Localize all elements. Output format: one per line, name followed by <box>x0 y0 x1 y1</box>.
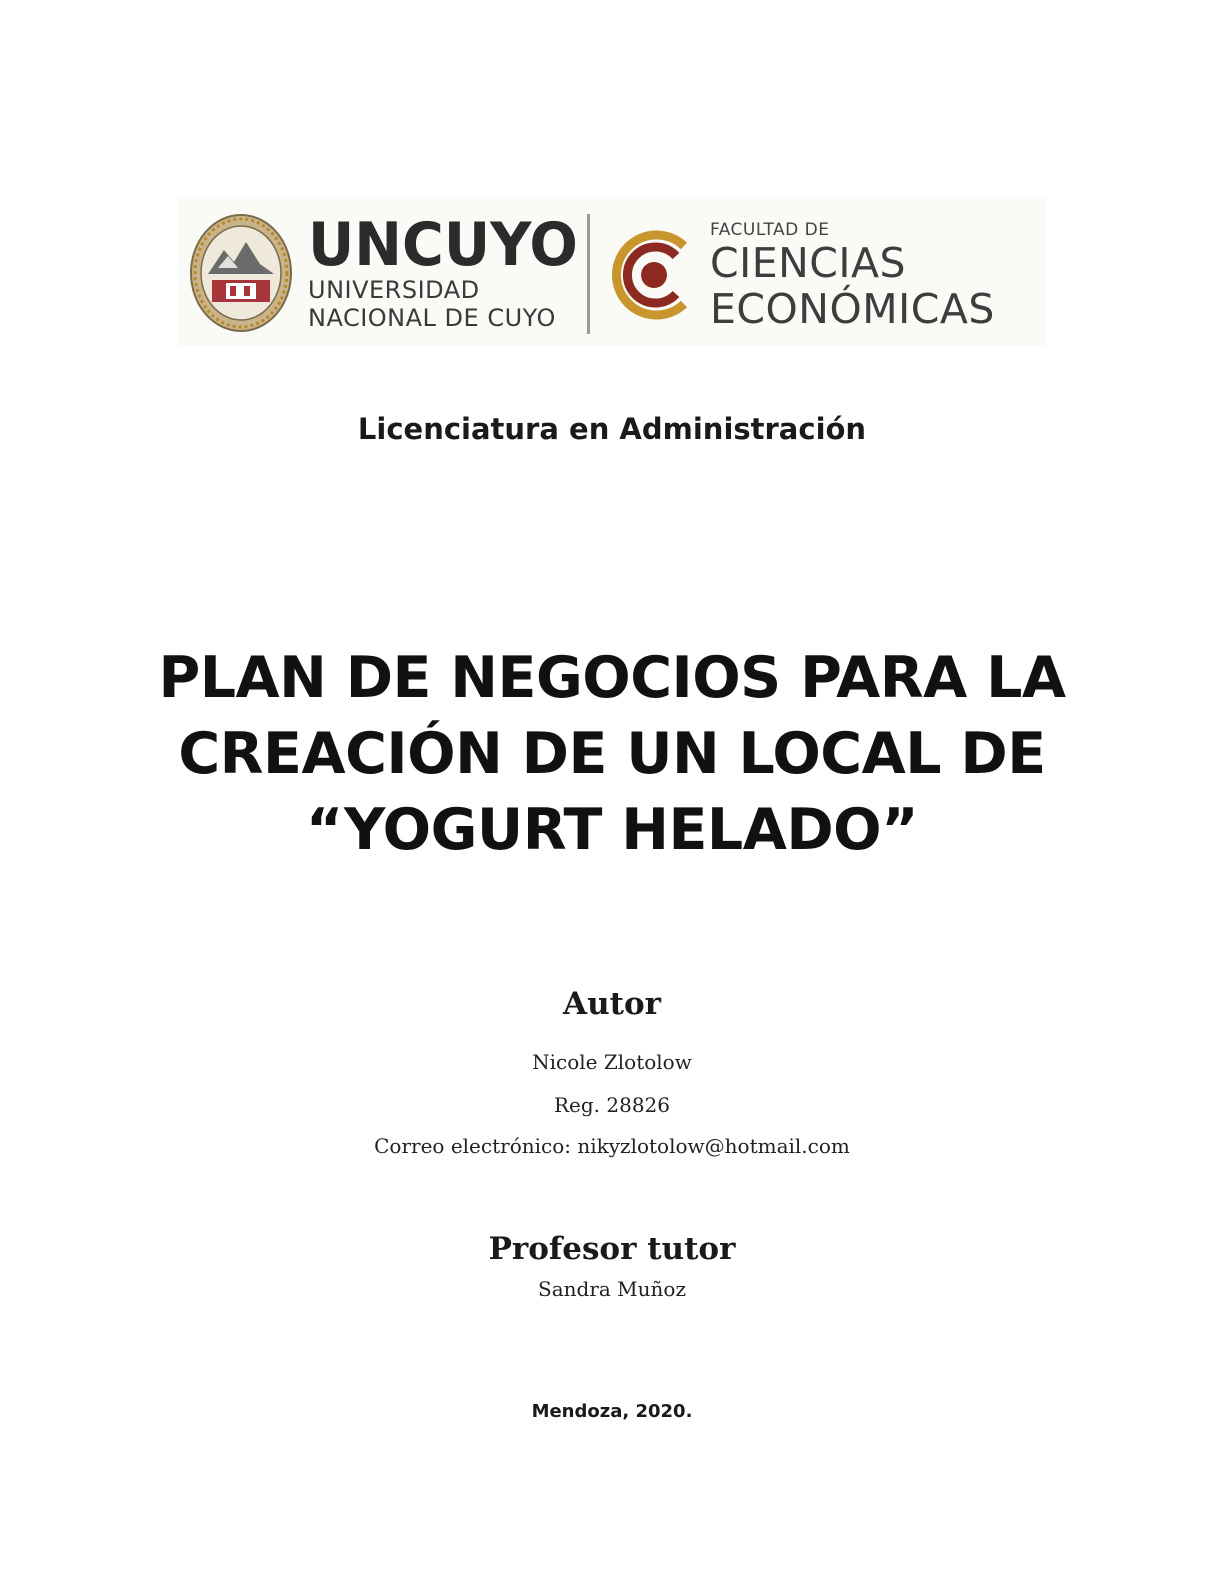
uncuyo-line-2: NACIONAL DE CUYO <box>308 304 556 332</box>
author-name: Nicole Zlotolow <box>532 1050 692 1074</box>
author-heading: Autor <box>563 986 661 1022</box>
logo-divider <box>587 214 590 334</box>
faculty-logo-icon <box>606 218 702 332</box>
author-email: Correo electrónico: nikyzlotolow@hotmail.com <box>374 1134 850 1158</box>
tutor-heading: Profesor tutor <box>488 1231 736 1267</box>
place-date: Mendoza, 2020. <box>531 1401 693 1422</box>
title-line-1: PLAN DE NEGOCIOS PARA LA <box>158 645 1066 711</box>
document-title <box>0 640 1224 868</box>
title-line-3: “YOGURT HELADO” <box>305 797 919 863</box>
tutor-name: Sandra Muñoz <box>538 1277 686 1301</box>
faculty-line-3: ECONÓMICAS <box>710 285 995 333</box>
career-name: Licenciatura en Administración <box>357 412 867 446</box>
logo-banner <box>178 196 1046 346</box>
uncuyo-wordmark: UNCUYO <box>308 210 578 280</box>
faculty-logo-text <box>710 220 995 332</box>
faculty-line-2: CIENCIAS <box>710 239 907 287</box>
uncuyo-logo-text <box>308 210 578 332</box>
faculty-line-1: FACULTAD DE <box>710 220 830 240</box>
author-registration: Reg. 28826 <box>553 1093 671 1117</box>
uncuyo-line-1: UNIVERSIDAD <box>308 276 480 304</box>
university-seal-icon <box>188 212 294 334</box>
title-line-2: CREACIÓN DE UN LOCAL DE <box>178 721 1046 787</box>
